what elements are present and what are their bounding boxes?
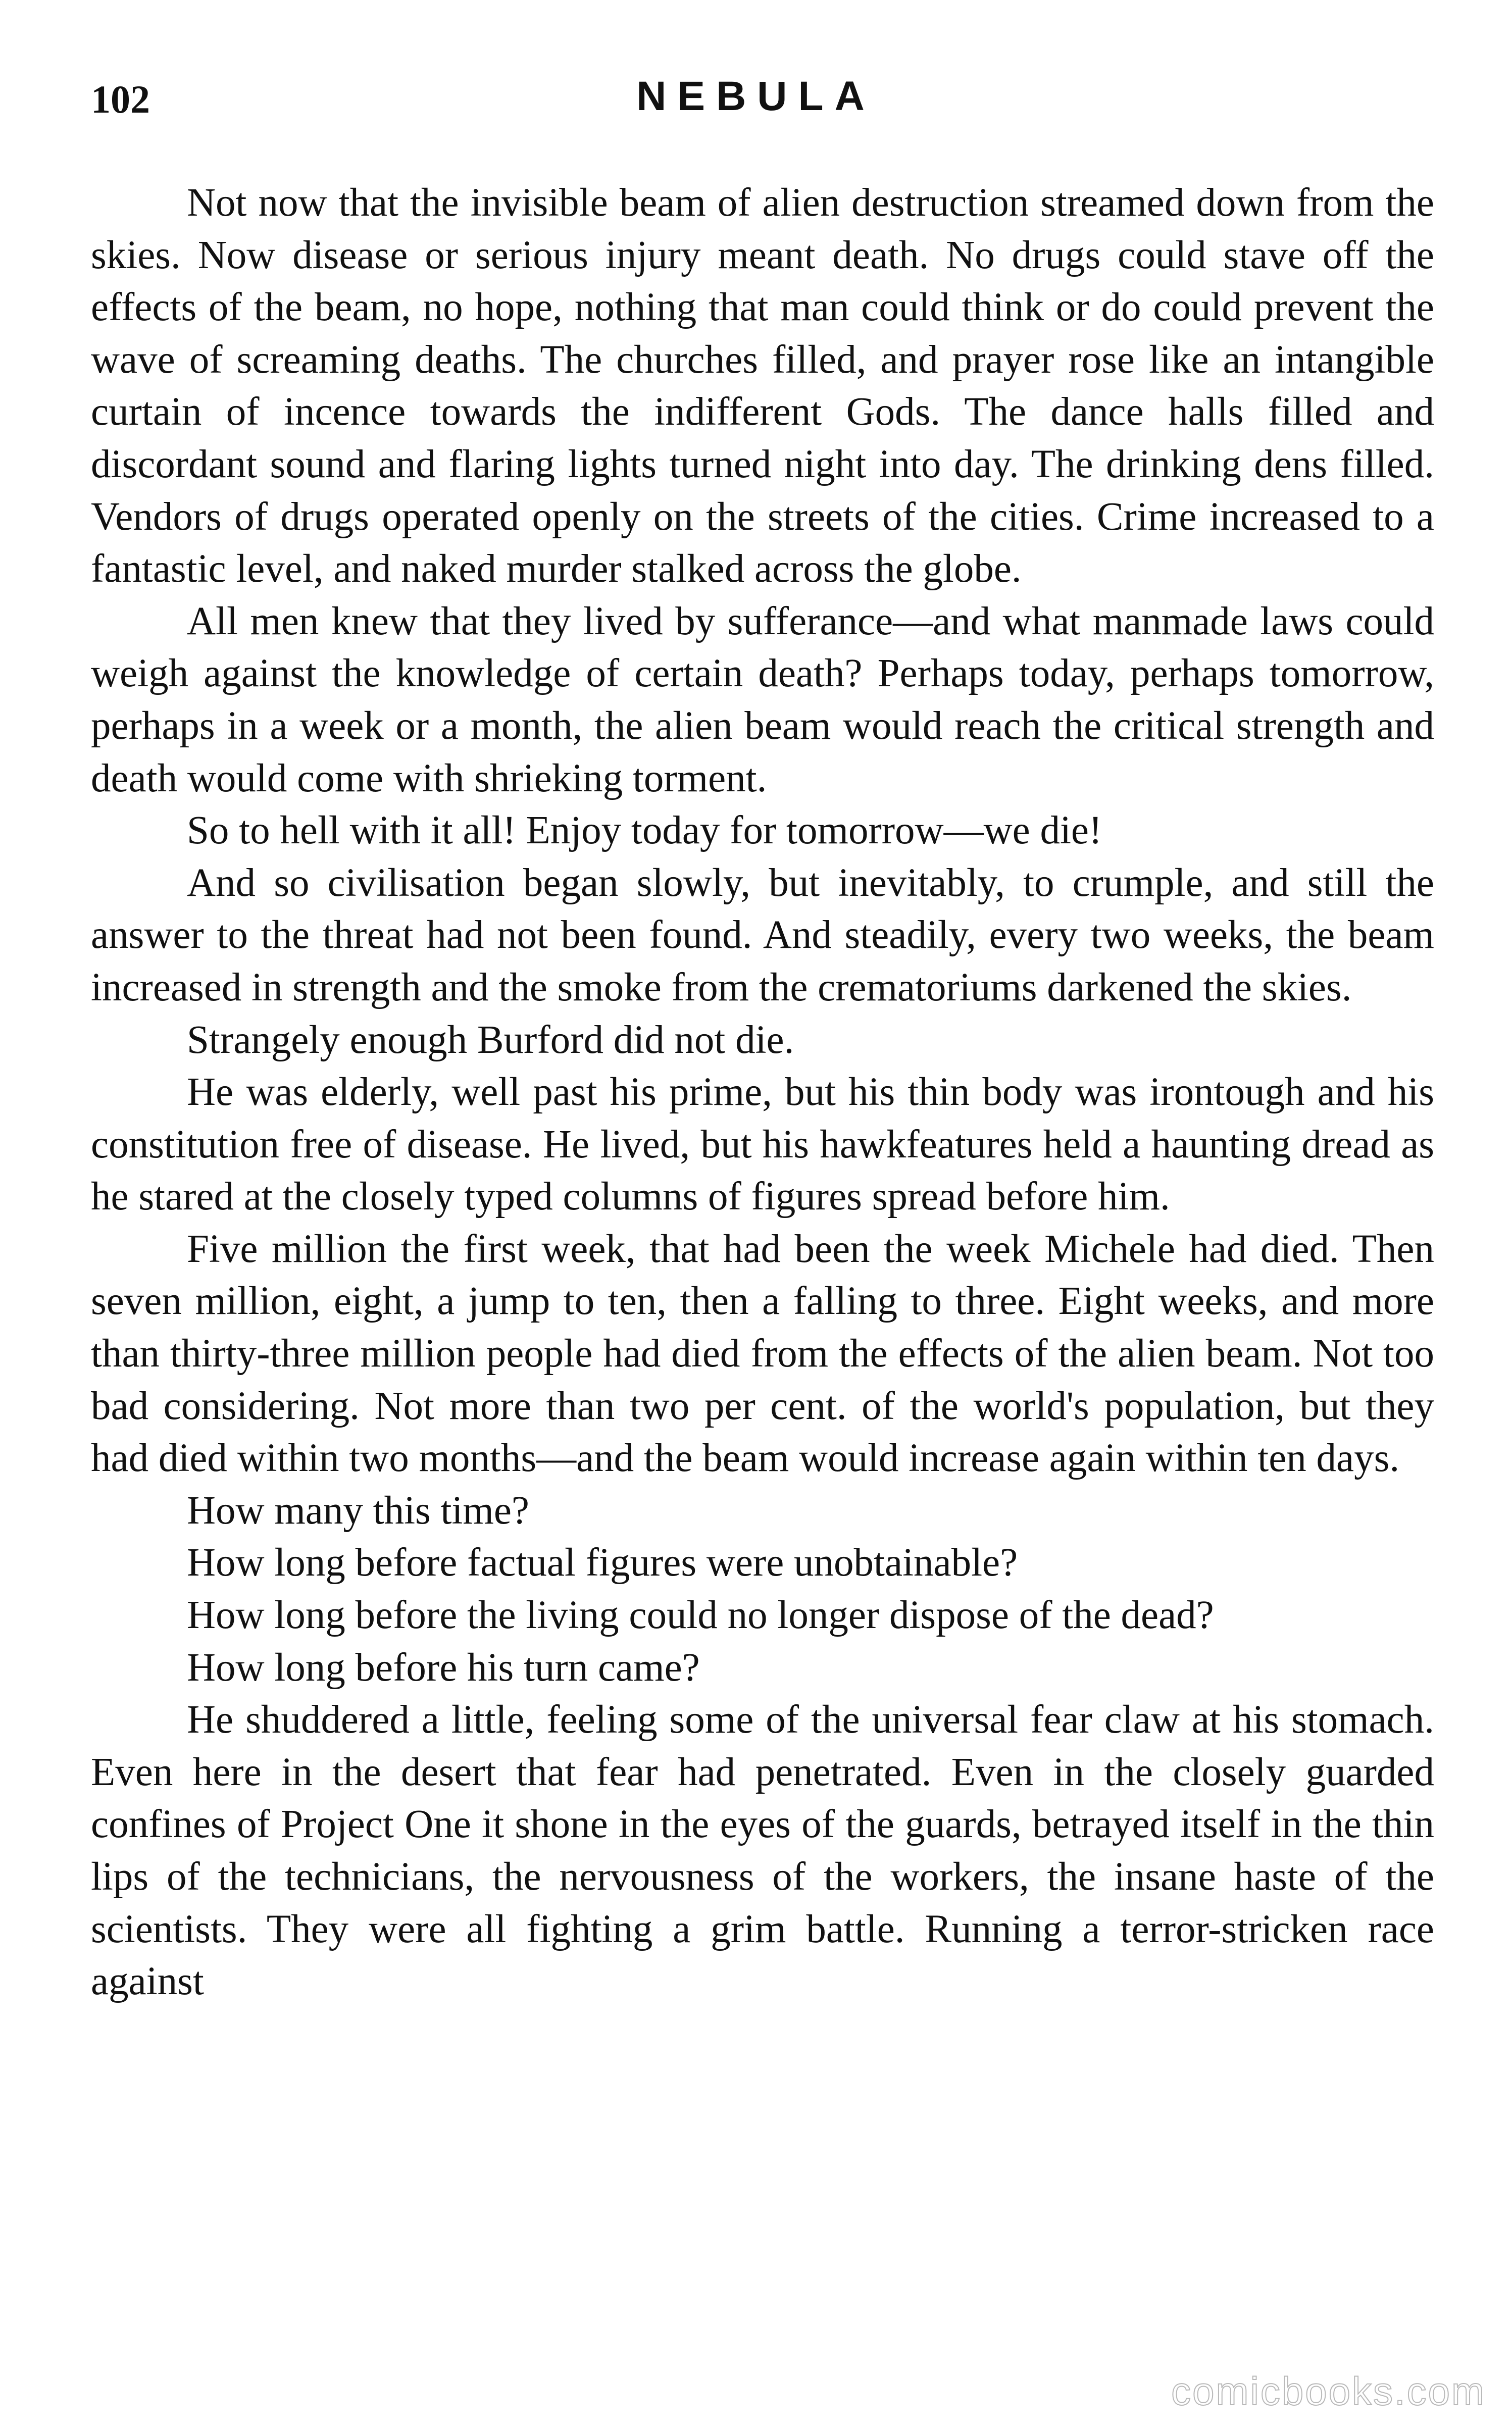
paragraph: How long before the living could no longer dispose of the dead? — [187, 1593, 1214, 1638]
paragraph: He was elderly, well past his prime, but his thin body was irontough and his constitution free of disease. He lived, but his hawkfeatures held a haunting dread as he stared at the closely typed columns of figures spread before him. — [91, 1070, 1434, 1219]
watermark: comicbooks.com — [1171, 2369, 1486, 2413]
paragraph: He shuddered a little, feeling some of the universal fear claw at his stomach. Even here in the desert that fear had penetrated. Even in the closely guarded confines of Project One it shone in the eyes of the guards, betrayed itself in the thin lips of the technicians, the nervousness of the workers, the insane haste of the scientists. They were all fighting a grim battle. Running a terror-stricken race against — [91, 1698, 1434, 2004]
paragraph: How many this time? — [187, 1488, 529, 1533]
paragraph: And so civilisation began slowly, but inevitably, to crumple, and still the answer to the threat had not been found. And steadily, every two weeks, the beam increased in strength and the smoke from the crematoriums darkened the skies. — [91, 860, 1434, 1009]
body-text — [91, 177, 1434, 2008]
paragraph: So to hell with it all! Enjoy today for tomorrow—we die! — [187, 808, 1102, 853]
paragraph: How long before factual figures were unobtainable? — [187, 1541, 1018, 1585]
paragraph: Five million the first week, that had been the week Michele had died. Then seven million, eight, a jump to ten, then a falling to three. Eight weeks, and more than thirty-three million people had died from the effects of the alien beam. Not too bad considering. Not more than two per cent. of the world's population, but they had died within two months—and the beam would increase again within ten days. — [91, 1227, 1434, 1481]
running-title: NEBULA — [636, 73, 876, 119]
paragraph: Strangely enough Burford did not die. — [187, 1018, 794, 1062]
paragraph: All men knew that they lived by sufferance—and what manmade laws could weigh against the knowledge of certain death? Perhaps today, perhaps tomorrow, perhaps in a week or a month, the alien beam would reach the critical strength and death would come with shrieking torment. — [91, 599, 1434, 800]
paragraph: How long before his turn came? — [187, 1645, 700, 1690]
paragraph: Not now that the invisible beam of alien destruction streamed down from the skies. Now disease or serious injury meant death. No drugs could stave off the effects of the beam, no hope, nothing that man could think or do could prevent the wave of screaming deaths. The churches filled, and prayer rose like an intangible curtain of incence towards the indifferent Gods. The dance halls filled and discordant sound and flaring lights turned night into day. The drinking dens filled. Vendors of drugs operated openly on the streets of the cities. Crime increased to a fantastic level, and naked murder stalked across the globe. — [91, 181, 1434, 591]
page-number: 102 — [91, 77, 150, 121]
